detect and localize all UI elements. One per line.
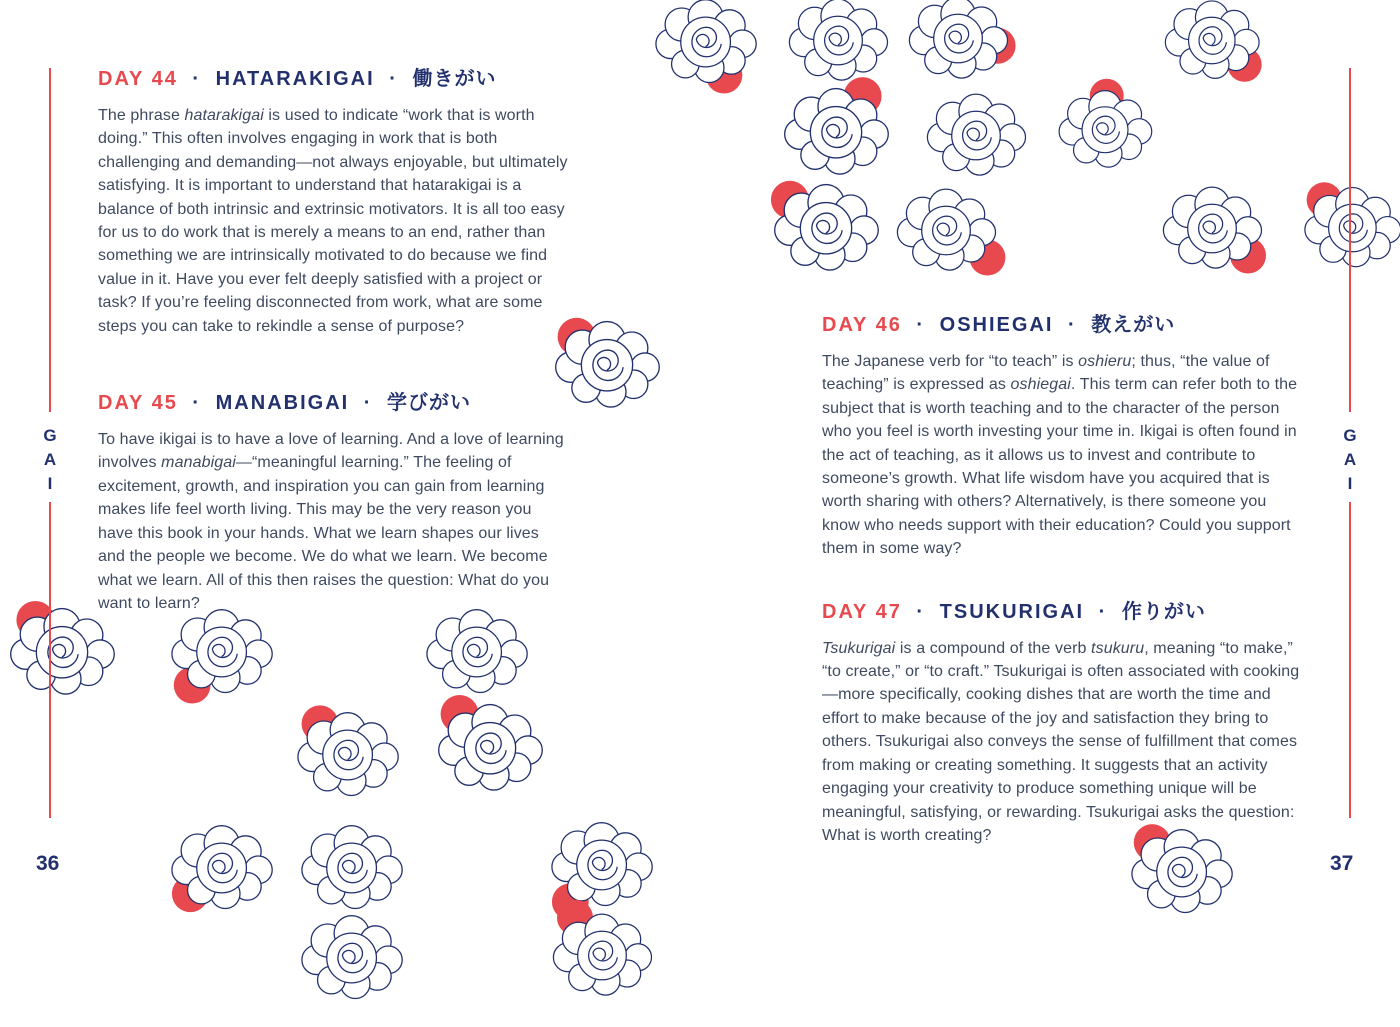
day-47-heading <box>822 595 1300 624</box>
right-page-column <box>822 308 1300 847</box>
heading-separator: · <box>363 392 373 415</box>
right-margin-line-bottom <box>1349 502 1351 818</box>
kanji-label: 働きがい <box>412 68 497 90</box>
gai-letter: G <box>1343 426 1357 445</box>
heading-separator: · <box>1098 600 1108 623</box>
day-label: DAY 46 <box>822 314 902 336</box>
heading-separator: · <box>916 600 926 623</box>
gai-letter: A <box>1343 450 1357 469</box>
kanji-label: 作りがい <box>1121 600 1206 623</box>
gai-letter: I <box>1347 474 1353 493</box>
day-47-entry <box>822 595 1300 848</box>
gai-vertical-label-left <box>36 424 64 496</box>
day-label: DAY 45 <box>98 392 178 415</box>
day-45-heading <box>98 386 568 415</box>
cloud-ornament <box>278 889 425 1027</box>
day-44-entry <box>98 62 568 338</box>
term-label: OSHIEGAI <box>939 314 1054 336</box>
gai-letter: G <box>43 426 57 445</box>
cloud-ornament <box>1140 161 1284 296</box>
day-label: DAY 47 <box>822 600 902 623</box>
cloud-ornament <box>1282 162 1400 294</box>
left-margin-line-bottom <box>49 502 51 818</box>
kanji-label: 学びがい <box>386 392 471 415</box>
gai-letter: I <box>47 474 53 493</box>
kanji-label: 教えがい <box>1091 314 1176 336</box>
day-47-paragraph: Tsukurigai is a compound of the verb tsukuru, meaning “to make,” “to create,” or “to craft.” Tsukurigai is often associated with cooking—more specifically, cooking dishes that are worth the time and effort to make because of the joy and satisfaction they bring to others. Tsukurigai also conveys the sense of fulfillment that comes from making or creating something. It suggests that an activity engaging your creativity to produce something unique will be meaningful, satisfying, or rewarding. Tsukurigai asks the question: What is worth creating? <box>822 639 1300 844</box>
day-45-paragraph: To have ikigai is to have a love of learning. And a love of learning involves manabigai—“meaningful learning.” The feeling of excitement, growth, and inspiration you can gain from learning makes life feel worth living. This may be the very reason you have this book in your hands. What we learn shapes our lives and the people we become. We do what we learn. We become what we learn. All of this then raises the question: What do you want to learn? <box>98 431 564 612</box>
gai-vertical-label-right <box>1336 424 1364 496</box>
heading-separator: · <box>916 314 926 336</box>
heading-separator: · <box>192 68 202 90</box>
cloud-ornament <box>632 0 779 111</box>
page-number-left: 36 <box>36 852 60 875</box>
left-page-column <box>98 62 568 615</box>
heading-separator: · <box>192 392 202 415</box>
term-label: TSUKURIGAI <box>939 600 1085 623</box>
heading-separator: · <box>1068 314 1077 336</box>
day-46-paragraph: The Japanese verb for “to teach” is oshieru; thus, “the value of teaching” is expressed as oshiegai. This term can refer both to the subject that is worth teaching and to the character of the person who you feel is worth investing your time in. Ikigai is often found in the act of teaching, as it allows us to invest and contribute to someone’s growth. What life wisdom have you acquired that is worth sharing with others? Alternatively, is there someone you know who needs support with their education? Could you support them in some way? <box>822 353 1298 558</box>
gai-letter: A <box>43 450 57 469</box>
day-46-entry <box>822 308 1300 561</box>
term-label: MANABIGAI <box>215 392 350 415</box>
day-label: DAY 44 <box>98 68 178 90</box>
page-number-right: 37 <box>1330 852 1354 875</box>
day-44-paragraph: The phrase hatarakigai is used to indicate “work that is worth doing.” This often involves engaging in work that is both challenging and demanding—not always enjoyable, but ultimately satisfying. It is important to understand that hatarakigai is a balance of both intrinsic and extrinsic motivators. It is all too easy for us to do work that is merely a means to an end, rather than something we are intrinsically motivated to do because we find value in it. Have you ever felt deeply satisfied with a project or task? If you’re feeling disconnected from work, what are some steps you can take to rekindle a sense of purpose? <box>98 107 568 335</box>
day-44-heading <box>98 62 568 91</box>
cloud-ornament <box>874 163 1018 298</box>
heading-separator: · <box>389 68 398 90</box>
cloud-ornament <box>530 888 674 1023</box>
term-label: HATARAKIGAI <box>215 68 375 90</box>
left-margin-line-top <box>49 68 51 412</box>
day-45-entry <box>98 386 568 615</box>
right-margin-line-top <box>1349 68 1351 412</box>
day-46-heading <box>822 308 1300 337</box>
cloud-ornament <box>148 799 295 937</box>
